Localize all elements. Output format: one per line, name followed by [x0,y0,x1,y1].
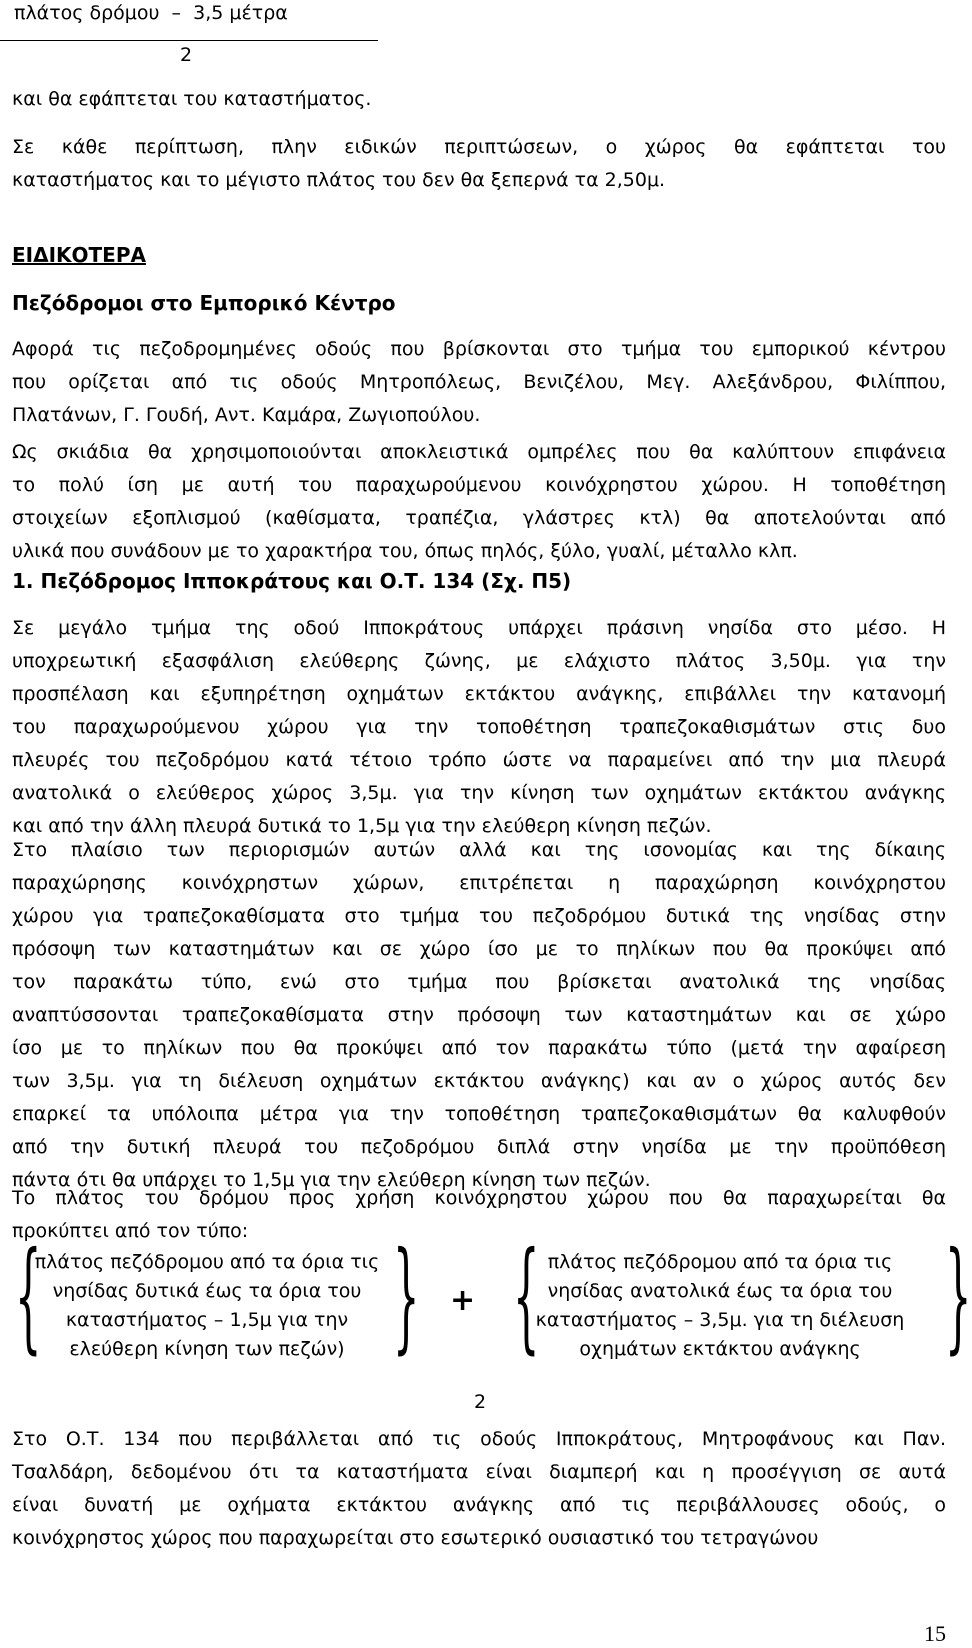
formula-right-line: πλάτος πεζόδρομου από τα όρια τις [547,1251,893,1273]
shade-line: υλικά που συνάδουν με το χαρακτήρα του, όπως πηλός, ξύλο, γυαλί, μέταλλο κλπ. [12,540,798,562]
ot-line: είναι δυνατή με οχήματα εκτάκτου ανάγκης από τις περιβάλλουσες οδούς, ο [12,1494,946,1516]
framework-line: πρόσοψη των καταστημάτων και σε χώρο ίσο με το πηλίκων που θα προκύψει από [12,938,946,960]
paragraph-hippocrates [12,612,946,843]
shade-line: το πολύ ίση με αυτή του παραχωρούμενου κοινόχρηστου χώρου. Η τοποθέτηση [12,474,946,496]
heading-hippocrates: 1. Πεζόδρομος Ιπποκράτους και Ο.Τ. 134 (Σχ. Π5) [12,569,572,593]
hippocrates-line: του παραχωρούμενου χώρου για την τοποθέτηση τραπεζοκαθισμάτων στις δυο [12,716,946,738]
framework-line: επαρκεί τα υπόλοιπα μέτρα για την τοποθέτηση τραπεζοκαθισμάτων θα καλυφθούν [12,1103,946,1125]
framework-line: χώρου για τραπεζοκαθίσματα στο τμήμα του πεζοδρόμου δυτικά της νησίδας στην [12,905,946,927]
heading-pedestrian: Πεζόδρομοι στο Εμπορικό Κέντρο [12,291,396,315]
hippocrates-line: προσπέλαση και εξυπηρέτηση οχημάτων εκτάκτου ανάγκης, επιβάλλει την κατανομή [12,683,946,705]
hippocrates-line: ανατολικά ο ελεύθερος χώρος 3,5μ. για την κίνηση των οχημάτων εκτάκτου ανάγκης [12,782,946,804]
left-close-brace: } [392,1227,420,1366]
hippocrates-line: και από την άλλη πλευρά δυτικά το 1,5μ για την ελεύθερη κίνηση πεζών. [12,815,712,837]
framework-line: τον παρακάτω τύπο, ενώ στο τμήμα που βρίσκεται ανατολικά της νησίδας [12,971,946,993]
fraction-denominator: 2 [180,44,193,66]
ot-line: κοινόχρηστος χώρος που παραχωρείται στο εσωτερικό ουσιαστικό του τετραγώνου [12,1527,819,1549]
formula-right-text [510,1248,930,1364]
paragraph-case [12,131,946,197]
right-close-brace: } [944,1227,972,1366]
area-line: Πλατάνων, Γ. Γουδή, Αντ. Καμάρα, Ζωγιοπούλου. [12,404,481,426]
line-after-fraction: και θα εφάπτεται του καταστήματος. [12,88,372,110]
case-line: Σε κάθε περίπτωση, πλην ειδικών περιπτώσεων, ο χώρος θα εφάπτεται του [12,136,946,158]
area-line: Αφορά τις πεζοδρομημένες οδούς που βρίσκονται στο τμήμα του εμπορικού κέντρου [12,338,946,360]
framework-line: ίσο με το πηλίκων που θα προκύψει από τον παρακάτω τύπο (μετά την αφαίρεση [12,1037,946,1059]
formula-denominator: 2 [474,1391,487,1413]
paragraph-area [12,333,946,432]
case-line: καταστήματος και το μέγιστο πλάτος του δεν θα ξεπερνά τα 2,50μ. [12,169,666,191]
paragraph-shade [12,436,946,568]
formula-plus: + [450,1283,476,1318]
paragraph-framework [12,834,946,1197]
framework-line: των 3,5μ. για τη διέλευση οχημάτων εκτάκτου ανάγκης) και αν ο χώρος αυτός δεν [12,1070,946,1092]
ot-line: Στο Ο.Τ. 134 που περιβάλλεται από τις οδούς Ιπποκράτους, Μητροφάνους και Παν. [12,1428,946,1450]
formula-right-line: οχημάτων εκτάκτου ανάγκης [579,1338,861,1360]
right-open-brace: { [512,1227,540,1366]
formula-right-line: καταστήματος – 3,5μ. για τη διέλευση [535,1309,905,1331]
shade-line: Ως σκιάδια θα χρησιμοποιούνται αποκλειστικά ομπρέλες που θα καλύπτουν επιφάνεια [12,441,946,463]
fraction-bar [0,40,378,41]
width-line: προκύπτει από τον τύπο: [12,1220,249,1242]
formula-left-line: πλάτος πεζόδρομου από τα όρια τις [34,1251,380,1273]
ot-line: Τσαλδάρη, δεδομένου ότι τα καταστήματα είναι διαμπερή και η προσέγγιση σε αυτά [12,1461,946,1483]
formula-left-line: καταστήματος – 1,5μ για την [65,1309,349,1331]
area-line: που ορίζεται από τις οδούς Μητροπόλεως, Βενιζέλου, Μεγ. Αλεξάνδρου, Φιλίππου, [12,371,946,393]
hippocrates-line: υποχρεωτική εξασφάλιση ελεύθερης ζώνης, με ελάχιστο πλάτος 3,50μ. για την [12,650,946,672]
formula-left-line: ελεύθερη κίνηση των πεζών) [69,1338,345,1360]
formula-left-text [26,1248,388,1364]
page-number: 15 [924,1621,946,1646]
paragraph-width [12,1182,946,1248]
formula-right-line: νησίδας ανατολικά έως τα όρια του [547,1280,893,1302]
paragraph-ot [12,1423,946,1555]
framework-line: αναπτύσσονται τραπεζοκαθίσματα στην πρόσοψη των καταστημάτων και σε χώρο [12,1004,946,1026]
shade-line: στοιχείων εξοπλισμού (καθίσματα, τραπέζια, γλάστρες κτλ) θα αποτελούνται από [12,507,946,529]
framework-line: Στο πλαίσιο των περιορισμών αυτών αλλά και της ισονομίας και της δίκαιης [12,839,946,861]
fraction-numerator: πλάτος δρόμου – 3,5 μέτρα [14,2,288,24]
hippocrates-line: Σε μεγάλο τμήμα της οδού Ιπποκράτους υπάρχει πράσινη νησίδα στο μέσο. Η [12,617,946,639]
left-open-brace: { [14,1227,42,1366]
framework-line: πάντα ότι θα υπάρχει το 1,5μ για την ελεύθερη κίνηση των πεζών. [12,1169,651,1191]
hippocrates-line: πλευρές του πεζοδρόμου κατά τέτοιο τρόπο ώστε να παραμείνει από την μια πλευρά [12,749,946,771]
width-line: Το πλάτος του δρόμου προς χρήση κοινόχρηστου χώρου που θα παραχωρείται θα [12,1187,946,1209]
heading-special: ΕΙΔΙΚΟΤΕΡΑ [12,243,146,267]
framework-line: παραχώρησης κοινόχρηστων χώρων, επιτρέπεται η παραχώρηση κοινόχρηστου [12,872,946,894]
top-fraction [0,0,380,72]
framework-line: από την δυτική πλευρά του πεζοδρόμου διπλά στην νησίδα με την προϋπόθεση [12,1136,946,1158]
formula-left-line: νησίδας δυτικά έως τα όρια του [52,1280,362,1302]
